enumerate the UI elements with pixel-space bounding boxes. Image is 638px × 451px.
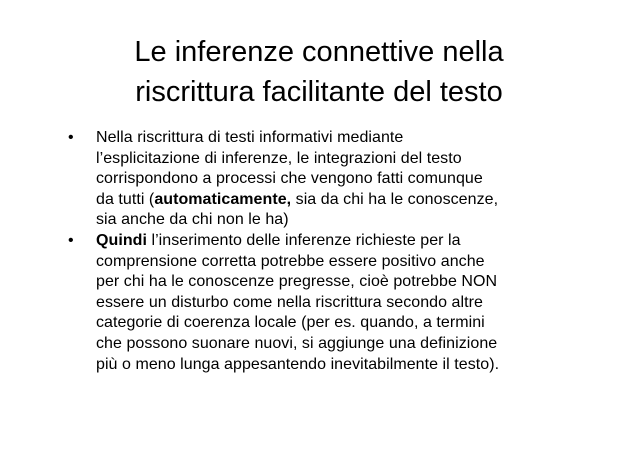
bullet-dot-icon: • <box>68 129 74 146</box>
bullet-dot-icon: • <box>68 231 74 249</box>
bullet-item-2 <box>68 231 568 375</box>
bullet-1-line-4 <box>96 190 568 211</box>
slide-title-line-1: Le inferenze connettive nella <box>134 36 504 68</box>
bullet-item-1 <box>68 128 568 231</box>
bullet-1-line-5: sia anche da chi non le ha) <box>96 211 289 229</box>
bullet-2-line-1 <box>96 231 568 252</box>
bullet-1-emphasis: automaticamente, <box>154 190 292 208</box>
bullet-1-line-2: l’esplicitazione di inferenze, le integrazioni del testo <box>96 149 462 167</box>
bullet-2-emphasis: Quindi <box>96 231 147 249</box>
slide-title <box>60 32 578 112</box>
bullet-2-line-4: essere un disturbo come nella riscrittura secondo altre <box>96 293 483 311</box>
bullet-2-line-5: categorie di coerenza locale (per es. quando, a termini <box>96 314 485 332</box>
bullet-2-line-1-post: l’inserimento delle inferenze richieste per la <box>146 231 461 249</box>
bullet-1-line-4-pre: da tutti ( <box>96 190 155 208</box>
bullet-1-line-3: corrispondono a processi che vengono fatti comunque <box>96 170 483 188</box>
bullet-2-line-6: che possono suonare nuovi, si aggiunge una definizione <box>96 334 498 352</box>
bullet-1-line-1: Nella riscrittura di testi informativi mediante <box>96 129 404 146</box>
bullet-1-line-4-post: sia da chi ha le conoscenze, <box>291 190 499 208</box>
bullet-2-line-3: per chi ha le conoscenze pregresse, cioè potrebbe NON <box>96 273 498 291</box>
slide-title-line-2: riscrittura facilitante del testo <box>135 76 503 108</box>
bullet-2-line-2: comprensione corretta potrebbe essere positivo anche <box>96 252 485 270</box>
bullet-2-line-7: più o meno lunga appesantendo inevitabilmente il testo). <box>96 355 500 373</box>
bullet-list <box>68 128 568 375</box>
